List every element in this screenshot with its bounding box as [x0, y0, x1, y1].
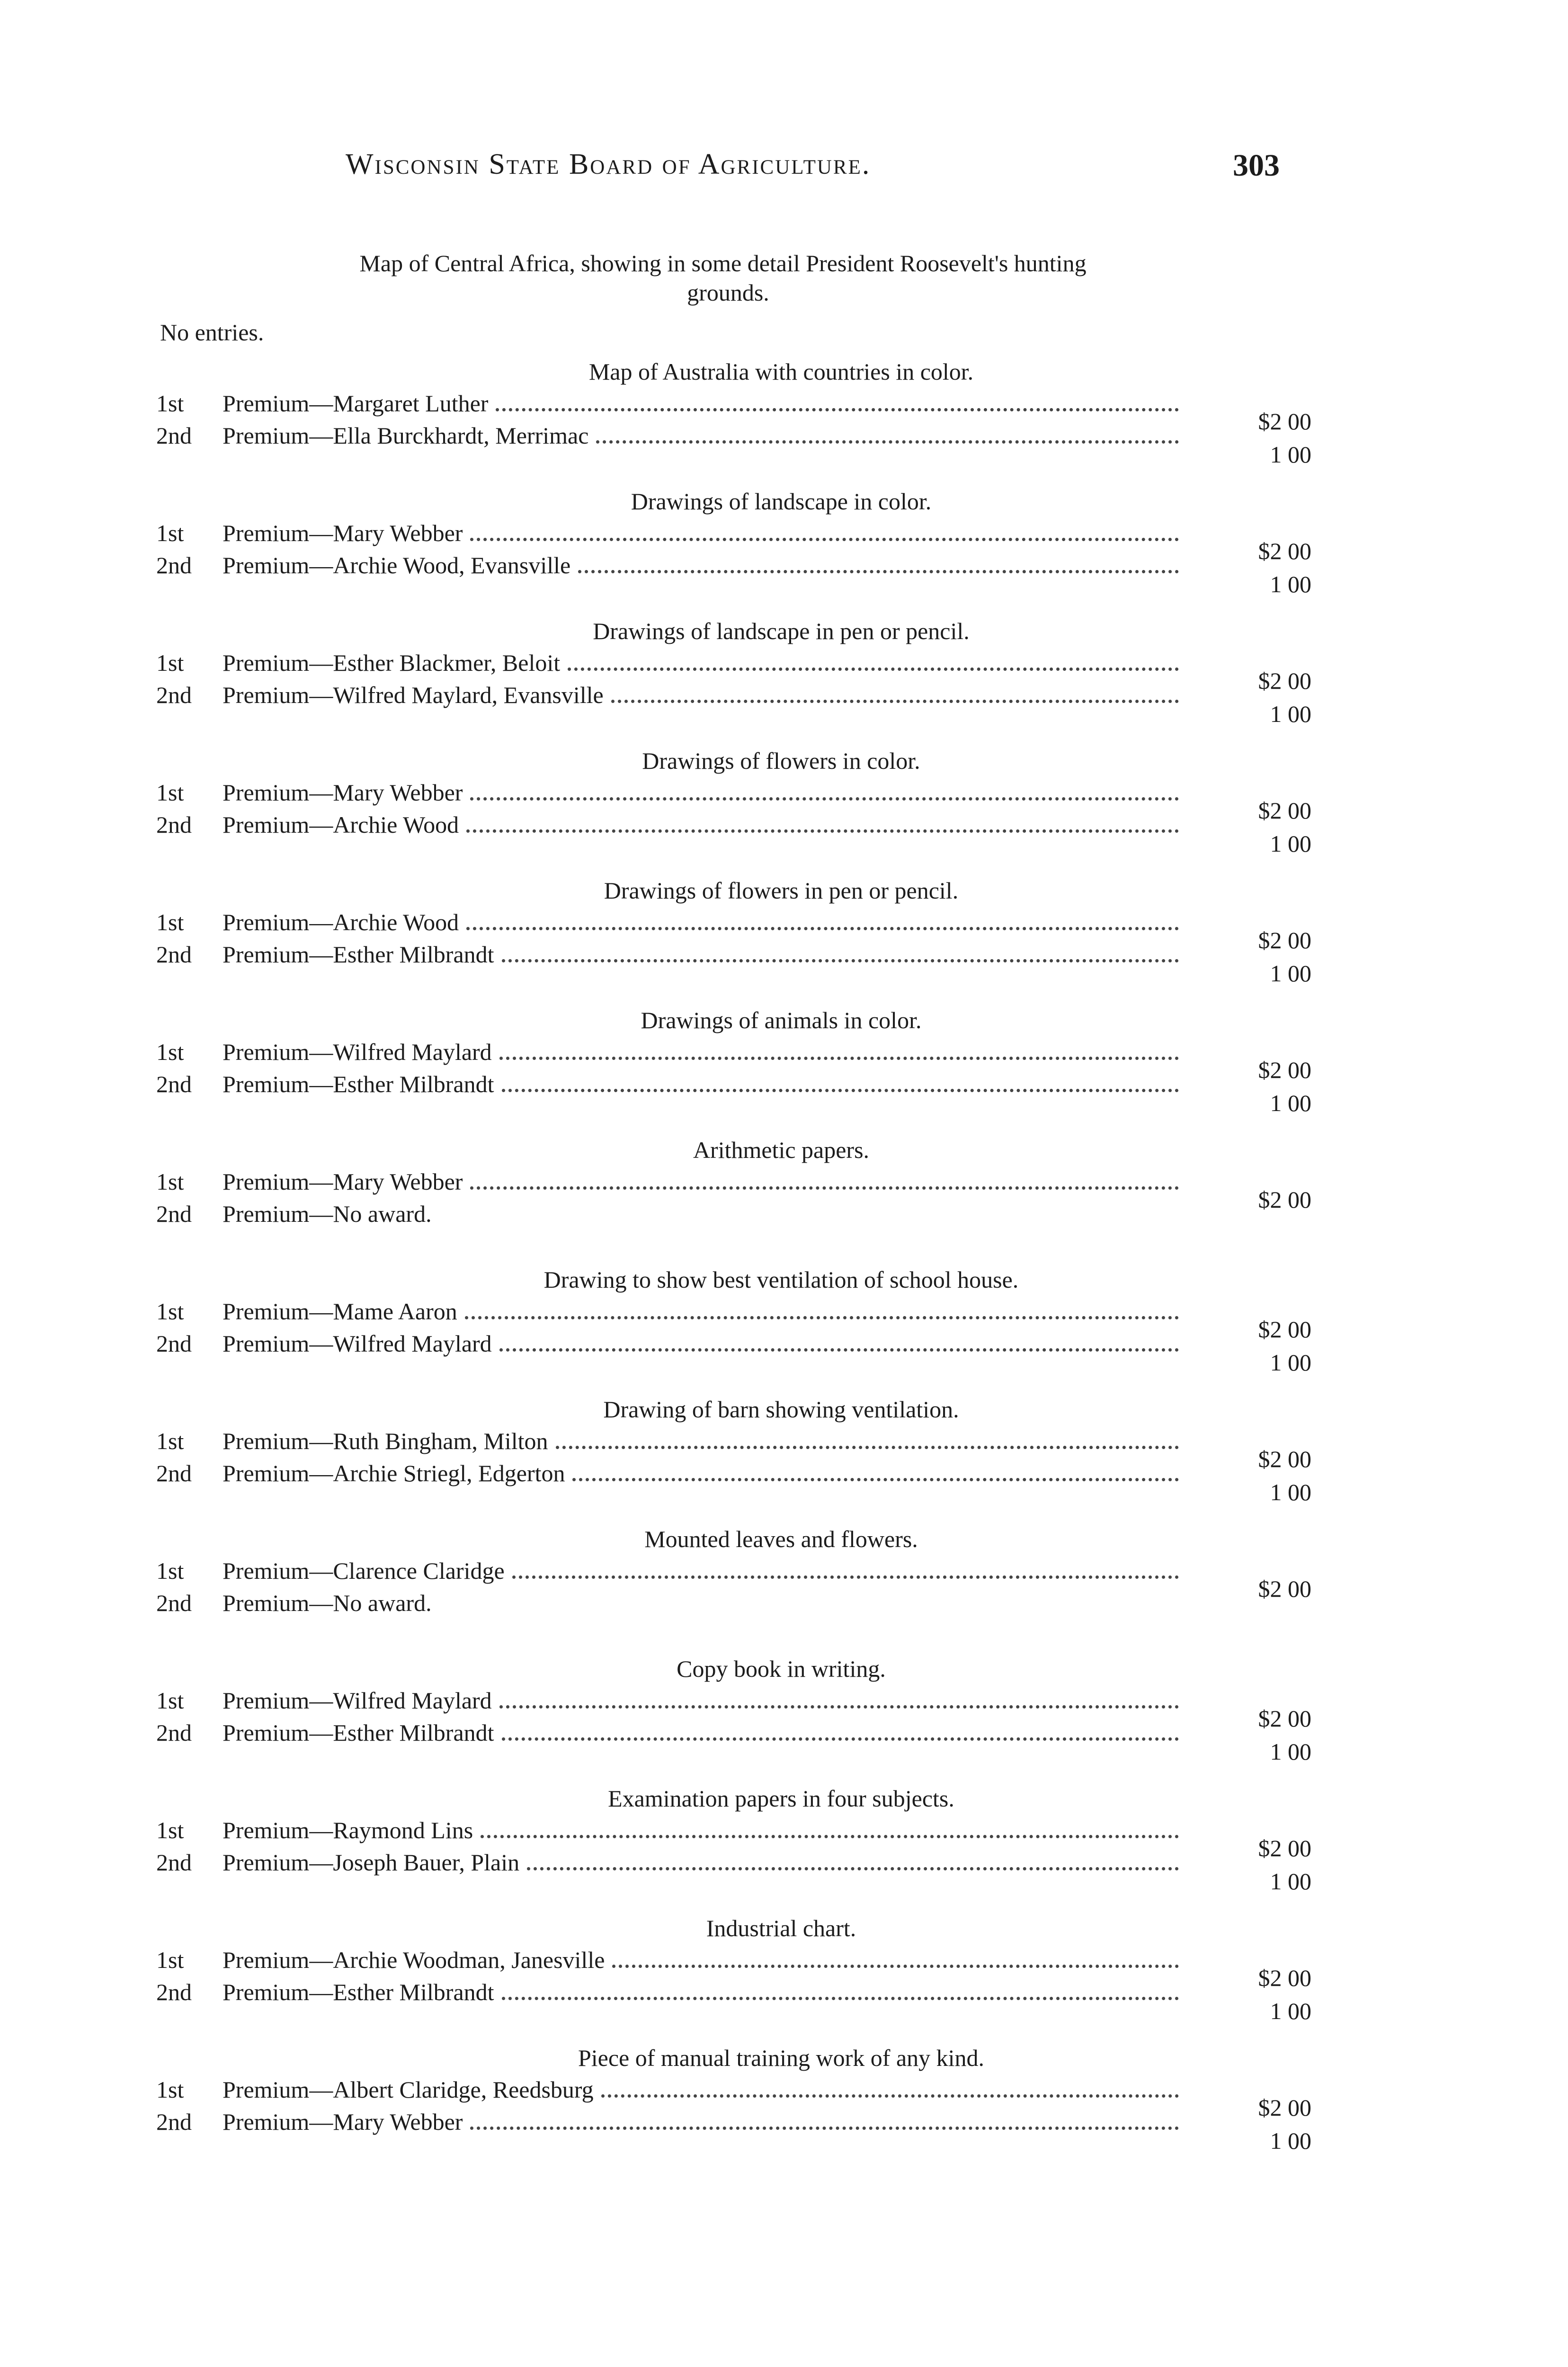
premium-amount: 1 00 [1270, 571, 1311, 597]
premium-winner: Premium—Mary Webber [223, 2109, 463, 2135]
dot-leader [465, 1314, 1179, 1319]
premium-row [156, 679, 1311, 711]
premium-amount: 1 00 [1270, 2127, 1311, 2154]
premium-place: 1st [156, 1687, 184, 1714]
premium-winner: Premium—Ruth Bingham, Milton [223, 1428, 548, 1454]
intro-title-lead: Map of Central Africa, showing in some detail President Roosevelt's hunting [359, 250, 1087, 276]
premium-section [156, 617, 1311, 747]
premium-winner: Premium—Mary Webber [223, 520, 463, 546]
premium-row [156, 1198, 1311, 1229]
premium-place: 1st [156, 1039, 184, 1065]
premium-amount: $2 00 [1258, 1705, 1311, 1732]
premium-winner: Premium—Archie Wood, Evansville [223, 552, 571, 578]
premium-amount: $2 00 [1258, 1186, 1311, 1213]
premium-winner: Premium—Margaret Luther [223, 390, 489, 417]
premium-row [156, 550, 1311, 581]
premium-winner: Premium—Ella Burckhardt, Merrimac [223, 422, 589, 449]
dot-leader [496, 406, 1179, 411]
premium-place: 2nd [156, 811, 192, 838]
premium-amount: 1 00 [1270, 1090, 1311, 1116]
premium-winner: Premium—Esther Milbrandt [223, 1719, 494, 1746]
premium-place: 1st [156, 1557, 184, 1584]
premium-row [156, 1815, 1311, 1846]
dot-leader [568, 666, 1179, 671]
premium-amount: $2 00 [1258, 797, 1311, 824]
premium-row [156, 1944, 1311, 1975]
premium-place: 2nd [156, 1201, 192, 1227]
premium-place: 2nd [156, 1719, 192, 1746]
intro-note: No entries. [160, 319, 264, 346]
dot-leader [499, 1346, 1179, 1352]
premium-place: 1st [156, 1168, 184, 1195]
premium-amount: $2 00 [1258, 538, 1311, 564]
premium-place: 2nd [156, 2109, 192, 2135]
premium-row [156, 647, 1311, 678]
section-heading: Drawing to show best ventilation of school house. [543, 1266, 1019, 1293]
premium-place: 2nd [156, 1460, 192, 1486]
dot-leader [578, 568, 1179, 573]
dot-leader [611, 698, 1179, 703]
dot-leader [502, 1995, 1179, 2000]
premium-row [156, 388, 1311, 419]
premium-amounts [1198, 1442, 1311, 1509]
premium-amounts [1198, 794, 1311, 860]
premium-amount: 1 00 [1270, 1738, 1311, 1765]
dot-leader [470, 2125, 1179, 2130]
premium-place: 1st [156, 520, 184, 546]
premium-place: 1st [156, 1817, 184, 1843]
premium-place: 1st [156, 650, 184, 676]
section-heading: Copy book in writing. [677, 1655, 886, 1682]
dot-leader [470, 536, 1179, 541]
premium-amounts [1198, 1832, 1311, 1898]
premium-row [156, 1717, 1311, 1748]
premium-section [156, 1136, 1311, 1265]
premium-row [156, 2106, 1311, 2137]
premium-winner: Premium—No award. [223, 1201, 432, 1227]
premium-row [156, 1328, 1311, 1359]
dot-leader [596, 438, 1179, 444]
premium-row [156, 1458, 1311, 1489]
premium-place: 2nd [156, 552, 192, 578]
premium-amount: $2 00 [1258, 1965, 1311, 1991]
dot-leader [612, 1963, 1179, 1968]
section-heading: Piece of manual training work of any kind. [578, 2045, 985, 2071]
intro-title-tail: grounds. [687, 279, 769, 306]
premium-winner: Premium—Mary Webber [223, 1168, 463, 1195]
premium-section [156, 357, 1311, 487]
premium-winner: Premium—Wilfred Maylard [223, 1039, 492, 1065]
premium-row [156, 1976, 1311, 2008]
premium-row [156, 1555, 1311, 1586]
premium-amount: $2 00 [1258, 1057, 1311, 1083]
running-title: Wisconsin State Board of Agriculture. [346, 148, 871, 180]
premium-winner: Premium—Wilfred Maylard [223, 1330, 492, 1357]
premium-row [156, 420, 1311, 451]
premium-amounts [1198, 1313, 1311, 1379]
premium-amounts [1198, 534, 1311, 601]
premium-amount: $2 00 [1258, 1835, 1311, 1861]
dot-leader [499, 1055, 1179, 1060]
premium-winner: Premium—Wilfred Maylard [223, 1687, 492, 1714]
premium-section [156, 1784, 1311, 1914]
premium-amount: 1 00 [1270, 830, 1311, 857]
section-heading: Drawings of animals in color. [641, 1007, 922, 1033]
dot-leader [466, 828, 1179, 833]
section-heading: Drawings of landscape in pen or pencil. [593, 618, 970, 644]
premium-amount: 1 00 [1270, 701, 1311, 727]
premium-amount: $2 00 [1258, 2094, 1311, 2121]
premium-row [156, 1068, 1311, 1100]
dot-leader [527, 1865, 1179, 1870]
premium-place: 1st [156, 1947, 184, 1973]
section-heading: Drawing of barn showing ventilation. [603, 1396, 959, 1423]
dot-leader [481, 1833, 1179, 1838]
premium-row [156, 1685, 1311, 1716]
dot-leader [470, 1184, 1179, 1190]
premium-section [156, 1265, 1311, 1395]
dot-leader [466, 925, 1179, 930]
premium-place: 1st [156, 1428, 184, 1454]
section-heading: Drawings of flowers in color. [642, 747, 920, 774]
premium-amount: 1 00 [1270, 441, 1311, 468]
premium-row [156, 2074, 1311, 2105]
premium-row [156, 809, 1311, 840]
dot-leader [499, 1703, 1179, 1709]
section-heading: Arithmetic papers. [693, 1137, 870, 1163]
premium-section [156, 1655, 1311, 1784]
premium-amount: 1 00 [1270, 1868, 1311, 1895]
premium-row [156, 907, 1311, 938]
dot-leader [512, 1574, 1179, 1579]
premium-section [156, 2044, 1311, 2173]
premium-amount: 1 00 [1270, 960, 1311, 987]
premium-row [156, 517, 1311, 549]
premium-winner: Premium—Albert Claridge, Reedsburg [223, 2076, 594, 2103]
premium-section [156, 487, 1311, 617]
premium-amount: $2 00 [1258, 1446, 1311, 1472]
premium-row [156, 1847, 1311, 1878]
premium-section [156, 1395, 1311, 1525]
premium-amounts [1198, 1702, 1311, 1768]
premium-place: 1st [156, 390, 184, 417]
premium-winner: Premium—Archie Woodman, Janesville [223, 1947, 605, 1973]
section-heading: Mounted leaves and flowers. [644, 1526, 918, 1552]
premium-place: 1st [156, 909, 184, 935]
premium-row [156, 939, 1311, 970]
section-heading: Drawings of landscape in color. [631, 488, 932, 515]
premium-amounts [1198, 405, 1311, 471]
dot-leader [502, 1735, 1179, 1741]
premium-row [156, 777, 1311, 808]
premium-place: 2nd [156, 1590, 192, 1616]
intro-entry [160, 249, 1296, 347]
premium-amounts [1198, 2091, 1311, 2157]
premium-amount: 1 00 [1270, 1998, 1311, 2024]
premium-amount: $2 00 [1258, 927, 1311, 953]
premium-amounts [1198, 1961, 1311, 2028]
dot-leader [502, 1087, 1179, 1092]
premium-amount: $2 00 [1258, 1575, 1311, 1602]
premium-amount: $2 00 [1258, 667, 1311, 694]
premium-place: 1st [156, 2076, 184, 2103]
premium-place: 2nd [156, 1849, 192, 1876]
premium-place: 2nd [156, 941, 192, 968]
premium-place: 2nd [156, 1330, 192, 1357]
premium-row [156, 1036, 1311, 1068]
premium-row [156, 1587, 1311, 1619]
premium-winner: Premium—Esther Blackmer, Beloit [223, 650, 561, 676]
premium-row [156, 1296, 1311, 1327]
page-number: 303 [1233, 148, 1280, 183]
section-heading: Examination papers in four subjects. [608, 1785, 954, 1812]
premium-amounts [1198, 924, 1311, 990]
premium-section [156, 1914, 1311, 2044]
dot-leader [556, 1444, 1179, 1449]
premium-winner: Premium—Archie Wood [223, 909, 459, 935]
premium-winner: Premium—Esther Milbrandt [223, 1979, 494, 2005]
premium-row [156, 1425, 1311, 1457]
premium-amount: $2 00 [1258, 1316, 1311, 1343]
premium-winner: Premium—Wilfred Maylard, Evansville [223, 682, 604, 708]
premium-amounts [1198, 1183, 1311, 1216]
premium-amounts [1198, 1572, 1311, 1605]
premium-winner: Premium—Raymond Lins [223, 1817, 473, 1843]
running-head [0, 148, 1568, 205]
premium-amounts [1198, 1053, 1311, 1120]
premium-sections [156, 357, 1311, 2173]
premium-section [156, 1006, 1311, 1136]
premium-winner: Premium—Archie Wood [223, 811, 459, 838]
intro-title [160, 249, 1296, 307]
premium-amount: 1 00 [1270, 1479, 1311, 1505]
premium-winner: Premium—Clarence Claridge [223, 1557, 505, 1584]
premium-winner: Premium—Archie Striegl, Edgerton [223, 1460, 565, 1486]
premium-row [156, 1166, 1311, 1197]
section-heading: Industrial chart. [706, 1915, 856, 1941]
premium-winner: Premium—Mame Aaron [223, 1298, 457, 1325]
premium-winner: Premium—Mary Webber [223, 779, 463, 806]
premium-amount: 1 00 [1270, 1349, 1311, 1376]
premium-winner: Premium—Esther Milbrandt [223, 1071, 494, 1097]
premium-amounts [1198, 664, 1311, 730]
section-heading: Map of Australia with countries in color. [588, 358, 974, 385]
premium-place: 1st [156, 779, 184, 806]
premium-place: 1st [156, 1298, 184, 1325]
premium-section [156, 747, 1311, 876]
premium-section [156, 1525, 1311, 1655]
premium-amount: $2 00 [1258, 408, 1311, 435]
premium-place: 2nd [156, 1071, 192, 1097]
premium-place: 2nd [156, 422, 192, 449]
dot-leader [502, 957, 1179, 962]
premium-section [156, 876, 1311, 1006]
premium-place: 2nd [156, 682, 192, 708]
premium-winner: Premium—No award. [223, 1590, 432, 1616]
premium-winner: Premium—Joseph Bauer, Plain [223, 1849, 520, 1876]
premium-winner: Premium—Esther Milbrandt [223, 941, 494, 968]
dot-leader [601, 2092, 1179, 2098]
dot-leader [470, 795, 1179, 801]
dot-leader [572, 1476, 1179, 1481]
premium-place: 2nd [156, 1979, 192, 2005]
section-heading: Drawings of flowers in pen or pencil. [604, 877, 959, 904]
